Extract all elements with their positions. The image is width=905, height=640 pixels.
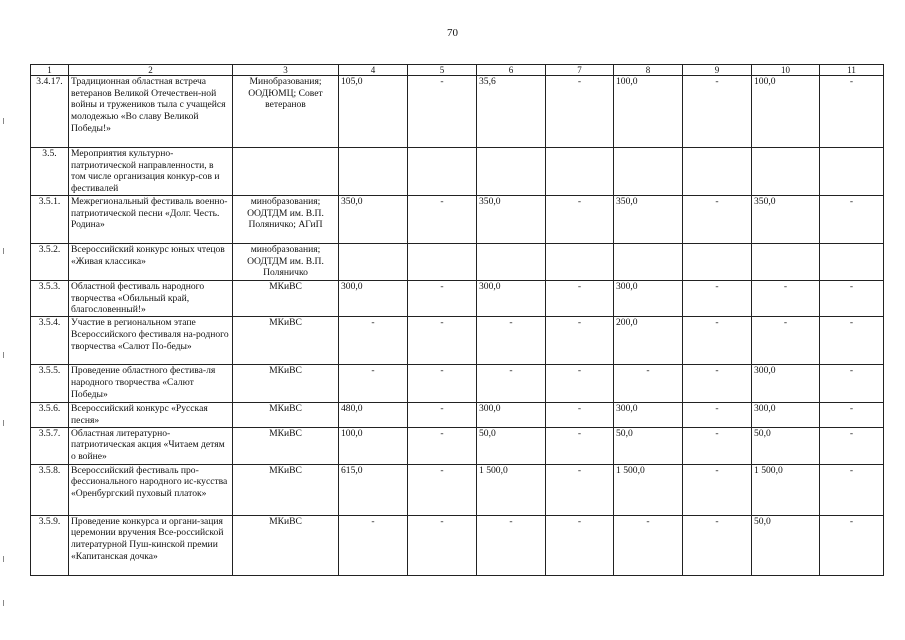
value-cell-11: -	[820, 76, 884, 148]
value-cell-5: -	[408, 196, 477, 244]
value-cell-10: 100,0	[752, 76, 820, 148]
value-cell-6: -	[477, 515, 546, 575]
table-row	[31, 427, 884, 464]
event-name-cell: Областная литературно-патриотическая акция «Читаем детям о войне»	[69, 427, 233, 464]
column-header: 1	[31, 65, 69, 76]
executor-cell: минобразования; ООДТДМ им. В.П. Поляничко; АГиП	[233, 196, 339, 244]
column-header: 8	[614, 65, 683, 76]
executor-cell: МКиВС	[233, 403, 339, 427]
value-cell-4	[339, 148, 408, 196]
value-cell-6	[477, 244, 546, 281]
column-header: 6	[477, 65, 546, 76]
value-cell-8: 100,0	[614, 76, 683, 148]
event-name-cell: Участие в региональном этапе Всероссийского фестиваля на-родного творчества «Салют По-беды»	[69, 317, 233, 365]
value-cell-11: -	[820, 365, 884, 403]
value-cell-10: 350,0	[752, 196, 820, 244]
value-cell-6: 50,0	[477, 427, 546, 464]
value-cell-5: -	[408, 464, 477, 515]
value-cell-9: -	[683, 403, 752, 427]
value-cell-4: 105,0	[339, 76, 408, 148]
column-header: 5	[408, 65, 477, 76]
executor-cell: Минобразования; ООДЮМЦ; Совет ветеранов	[233, 76, 339, 148]
value-cell-5: -	[408, 281, 477, 317]
value-cell-9: -	[683, 464, 752, 515]
value-cell-5: -	[408, 427, 477, 464]
value-cell-10: 50,0	[752, 515, 820, 575]
item-number-cell: 3.4.17.	[31, 76, 69, 148]
event-name-cell: Областной фестиваль народного творчества «Обильный край, благословенный!»	[69, 281, 233, 317]
executor-cell: МКиВС	[233, 427, 339, 464]
value-cell-8	[614, 148, 683, 196]
value-cell-9: -	[683, 76, 752, 148]
executor-cell: МКиВС	[233, 317, 339, 365]
value-cell-7	[546, 148, 614, 196]
column-number-row	[31, 65, 884, 76]
value-cell-8: -	[614, 515, 683, 575]
event-name-cell: Мероприятия культурно-патриотической направленности, в том числе организация конкур-сов и фестивалей	[69, 148, 233, 196]
value-cell-6: 300,0	[477, 403, 546, 427]
value-cell-8	[614, 244, 683, 281]
value-cell-9	[683, 244, 752, 281]
value-cell-6: 350,0	[477, 196, 546, 244]
value-cell-5: -	[408, 76, 477, 148]
value-cell-8: 300,0	[614, 403, 683, 427]
value-cell-8: 50,0	[614, 427, 683, 464]
table-row	[31, 464, 884, 515]
value-cell-6	[477, 148, 546, 196]
item-number-cell: 3.5.7.	[31, 427, 69, 464]
item-number-cell: 3.5.2.	[31, 244, 69, 281]
table-row	[31, 317, 884, 365]
value-cell-5	[408, 244, 477, 281]
value-cell-7: -	[546, 365, 614, 403]
value-cell-7: -	[546, 76, 614, 148]
value-cell-7	[546, 244, 614, 281]
value-cell-9: -	[683, 281, 752, 317]
item-number-cell: 3.5.3.	[31, 281, 69, 317]
value-cell-4: 480,0	[339, 403, 408, 427]
event-name-cell: Проведение конкурса и органи-зация церемонии вручения Все-российской литературной Пуш-кинской премии «Капитанская дочка»	[69, 515, 233, 575]
table-row	[31, 196, 884, 244]
item-number-cell: 3.5.4.	[31, 317, 69, 365]
table-row	[31, 148, 884, 196]
value-cell-6: 300,0	[477, 281, 546, 317]
value-cell-7: -	[546, 427, 614, 464]
value-cell-11: -	[820, 281, 884, 317]
value-cell-10	[752, 244, 820, 281]
column-header: 3	[233, 65, 339, 76]
item-number-cell: 3.5.5.	[31, 365, 69, 403]
value-cell-7: -	[546, 281, 614, 317]
value-cell-5: -	[408, 515, 477, 575]
item-number-cell: 3.5.	[31, 148, 69, 196]
binding-margin-marks	[3, 0, 7, 640]
column-header: 7	[546, 65, 614, 76]
item-number-cell: 3.5.6.	[31, 403, 69, 427]
value-cell-6: 35,6	[477, 76, 546, 148]
value-cell-11	[820, 148, 884, 196]
executor-cell	[233, 148, 339, 196]
value-cell-11: -	[820, 464, 884, 515]
event-name-cell: Межрегиональный фестиваль военно-патриотической песни «Долг. Честь. Родина»	[69, 196, 233, 244]
executor-cell: МКиВС	[233, 464, 339, 515]
table-row	[31, 515, 884, 575]
table-row	[31, 403, 884, 427]
value-cell-5: -	[408, 365, 477, 403]
value-cell-4: -	[339, 365, 408, 403]
value-cell-6: 1 500,0	[477, 464, 546, 515]
value-cell-7: -	[546, 196, 614, 244]
table-row	[31, 244, 884, 281]
event-name-cell: Проведение областного фестива-ля народного творчества «Салют Победы»	[69, 365, 233, 403]
executor-cell: МКиВС	[233, 365, 339, 403]
table-row	[31, 281, 884, 317]
value-cell-8: 350,0	[614, 196, 683, 244]
column-header: 2	[69, 65, 233, 76]
value-cell-9: -	[683, 427, 752, 464]
value-cell-5: -	[408, 403, 477, 427]
value-cell-4: 100,0	[339, 427, 408, 464]
value-cell-10: -	[752, 317, 820, 365]
value-cell-9: -	[683, 365, 752, 403]
value-cell-9: -	[683, 317, 752, 365]
value-cell-9	[683, 148, 752, 196]
value-cell-11: -	[820, 515, 884, 575]
event-name-cell: Традиционная областная встреча ветеранов Великой Отечествен-ной войны и тружеников тыла с учащейся молодежью «Во славу Великой Победы!»	[69, 76, 233, 148]
value-cell-8: -	[614, 365, 683, 403]
value-cell-4: 350,0	[339, 196, 408, 244]
value-cell-8: 300,0	[614, 281, 683, 317]
event-name-cell: Всероссийский конкурс «Русская песня»	[69, 403, 233, 427]
value-cell-11: -	[820, 196, 884, 244]
item-number-cell: 3.5.1.	[31, 196, 69, 244]
value-cell-6: -	[477, 317, 546, 365]
value-cell-11: -	[820, 427, 884, 464]
item-number-cell: 3.5.9.	[31, 515, 69, 575]
event-name-cell: Всероссийский фестиваль про-фессионального народного ис-кусства «Оренбургский пуховый платок»	[69, 464, 233, 515]
executor-cell: МКиВС	[233, 281, 339, 317]
value-cell-9: -	[683, 515, 752, 575]
item-number-cell: 3.5.8.	[31, 464, 69, 515]
value-cell-4	[339, 244, 408, 281]
column-header: 11	[820, 65, 884, 76]
event-name-cell: Всероссийский конкурс юных чтецов «Живая классика»	[69, 244, 233, 281]
value-cell-4: -	[339, 317, 408, 365]
value-cell-10	[752, 148, 820, 196]
value-cell-7: -	[546, 403, 614, 427]
value-cell-5: -	[408, 317, 477, 365]
value-cell-8: 200,0	[614, 317, 683, 365]
column-header: 9	[683, 65, 752, 76]
value-cell-4: -	[339, 515, 408, 575]
value-cell-9: -	[683, 196, 752, 244]
table-row	[31, 365, 884, 403]
value-cell-5	[408, 148, 477, 196]
value-cell-11: -	[820, 317, 884, 365]
value-cell-10: 50,0	[752, 427, 820, 464]
value-cell-10: 1 500,0	[752, 464, 820, 515]
value-cell-4: 615,0	[339, 464, 408, 515]
value-cell-7: -	[546, 515, 614, 575]
column-header: 4	[339, 65, 408, 76]
value-cell-7: -	[546, 317, 614, 365]
value-cell-10: 300,0	[752, 403, 820, 427]
budget-table	[30, 64, 884, 576]
executor-cell: МКиВС	[233, 515, 339, 575]
page-number: 70	[447, 27, 458, 39]
value-cell-11	[820, 244, 884, 281]
value-cell-8: 1 500,0	[614, 464, 683, 515]
value-cell-4: 300,0	[339, 281, 408, 317]
executor-cell: минобразования; ООДТДМ им. В.П. Поляничко	[233, 244, 339, 281]
value-cell-11: -	[820, 403, 884, 427]
value-cell-10: 300,0	[752, 365, 820, 403]
value-cell-7: -	[546, 464, 614, 515]
table-row	[31, 76, 884, 148]
value-cell-10: -	[752, 281, 820, 317]
column-header: 10	[752, 65, 820, 76]
value-cell-6: -	[477, 365, 546, 403]
